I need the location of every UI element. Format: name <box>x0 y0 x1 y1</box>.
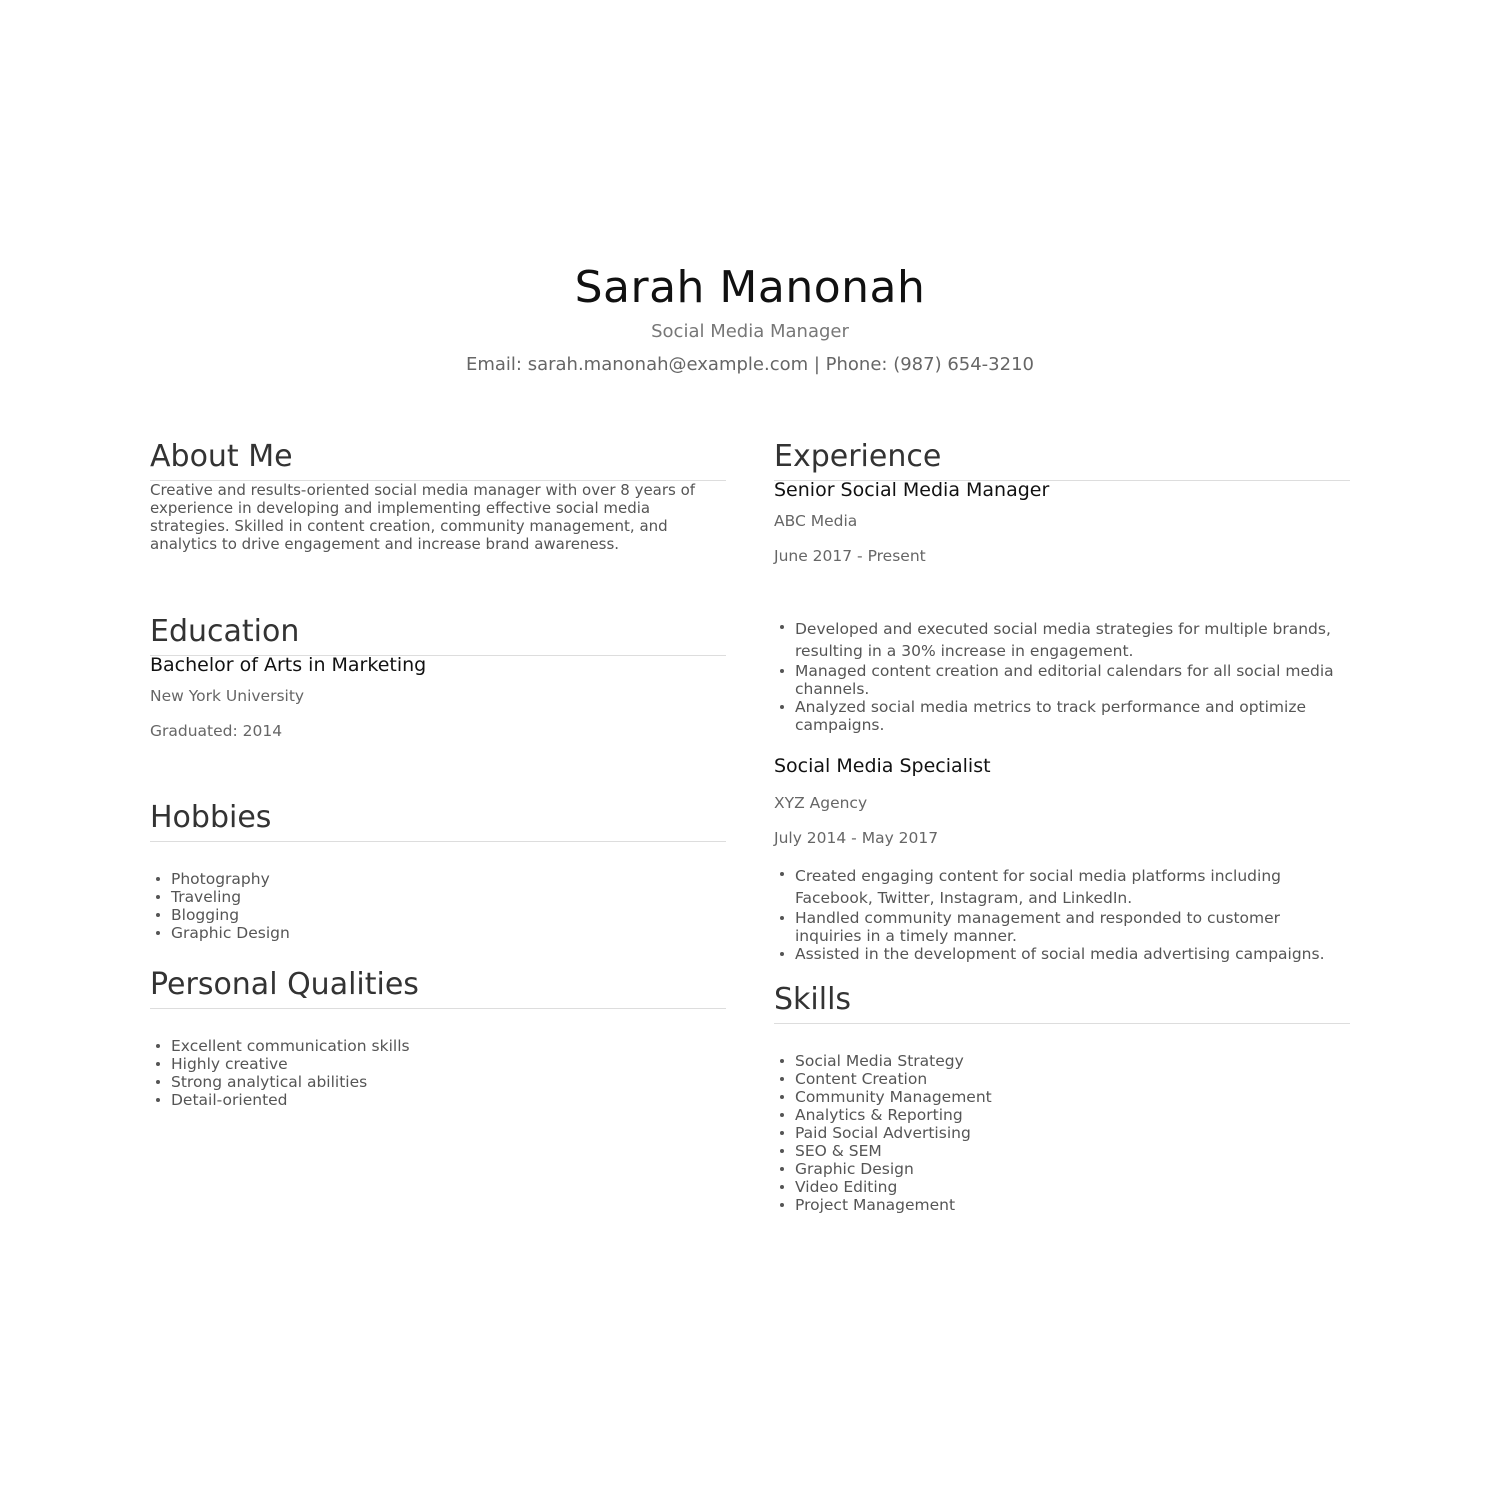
contact-info: Email: sarah.manonah@example.com | Phone: (987) 654-3210 <box>465 354 1034 375</box>
hobbies-list <box>150 870 726 942</box>
education-graduated: Graduated: 2014 <box>150 722 283 740</box>
job-dates: June 2017 - Present <box>774 547 926 565</box>
qualities-title: Personal Qualities <box>150 966 726 1009</box>
left-column <box>150 438 726 1109</box>
resume-header <box>0 262 1500 377</box>
list-item: Excellent communication skills <box>150 1037 726 1055</box>
list-item: Paid Social Advertising <box>774 1124 1350 1142</box>
right-column <box>774 438 1350 1214</box>
experience-title: Experience <box>774 438 1350 481</box>
list-item: Assisted in the development of social media advertising campaigns. <box>774 945 1350 963</box>
list-item: Photography <box>150 870 726 888</box>
job-company: ABC Media <box>774 512 858 530</box>
list-item: Managed content creation and editorial calendars for all social media channels. <box>774 662 1350 698</box>
education-section <box>150 613 726 741</box>
hobbies-section <box>150 799 726 942</box>
hobbies-title: Hobbies <box>150 799 726 842</box>
about-text: Creative and results-oriented social media manager with over 8 years of experience in developing and implementing effective social media strategies. Skilled in content creation, community management, and analytics to drive engagement and increase brand awareness. <box>150 481 696 553</box>
about-section <box>150 438 726 553</box>
full-name: Sarah Manonah <box>574 262 926 313</box>
list-item: Community Management <box>774 1088 1350 1106</box>
list-item: Created engaging content for social media platforms including Facebook, Twitter, Instagram, and LinkedIn. <box>774 865 1350 909</box>
list-item: SEO & SEM <box>774 1142 1350 1160</box>
job-title: Social Media Specialist <box>774 755 991 777</box>
education-degree: Bachelor of Arts in Marketing <box>150 654 427 676</box>
job-company: XYZ Agency <box>774 794 868 812</box>
experience-section <box>774 438 1350 963</box>
qualities-section <box>150 966 726 1109</box>
job-dates: July 2014 - May 2017 <box>774 829 939 847</box>
list-item: Developed and executed social media strategies for multiple brands, resulting in a 30% increase in engagement. <box>774 618 1350 662</box>
qualities-list <box>150 1037 726 1109</box>
job-title: Senior Social Media Manager <box>774 479 1050 501</box>
list-item: Detail-oriented <box>150 1091 726 1109</box>
education-title: Education <box>150 613 726 656</box>
list-item: Analytics & Reporting <box>774 1106 1350 1124</box>
job-entry <box>774 478 1350 734</box>
list-item: Graphic Design <box>774 1160 1350 1178</box>
list-item: Project Management <box>774 1196 1350 1214</box>
job-role: Social Media Manager <box>651 321 849 342</box>
skills-title: Skills <box>774 981 1350 1024</box>
list-item: Handled community management and responded to customer inquiries in a timely manner. <box>774 909 1350 945</box>
job-entry <box>774 754 1350 963</box>
job-bullets <box>774 865 1350 963</box>
list-item: Analyzed social media metrics to track performance and optimize campaigns. <box>774 698 1350 734</box>
about-title: About Me <box>150 438 726 481</box>
list-item: Highly creative <box>150 1055 726 1073</box>
job-bullets <box>774 618 1350 734</box>
list-item: Content Creation <box>774 1070 1350 1088</box>
list-item: Blogging <box>150 906 726 924</box>
education-school: New York University <box>150 687 305 705</box>
skills-list <box>774 1052 1350 1214</box>
list-item: Strong analytical abilities <box>150 1073 726 1091</box>
list-item: Traveling <box>150 888 726 906</box>
skills-section <box>774 981 1350 1214</box>
list-item: Graphic Design <box>150 924 726 942</box>
list-item: Video Editing <box>774 1178 1350 1196</box>
list-item: Social Media Strategy <box>774 1052 1350 1070</box>
